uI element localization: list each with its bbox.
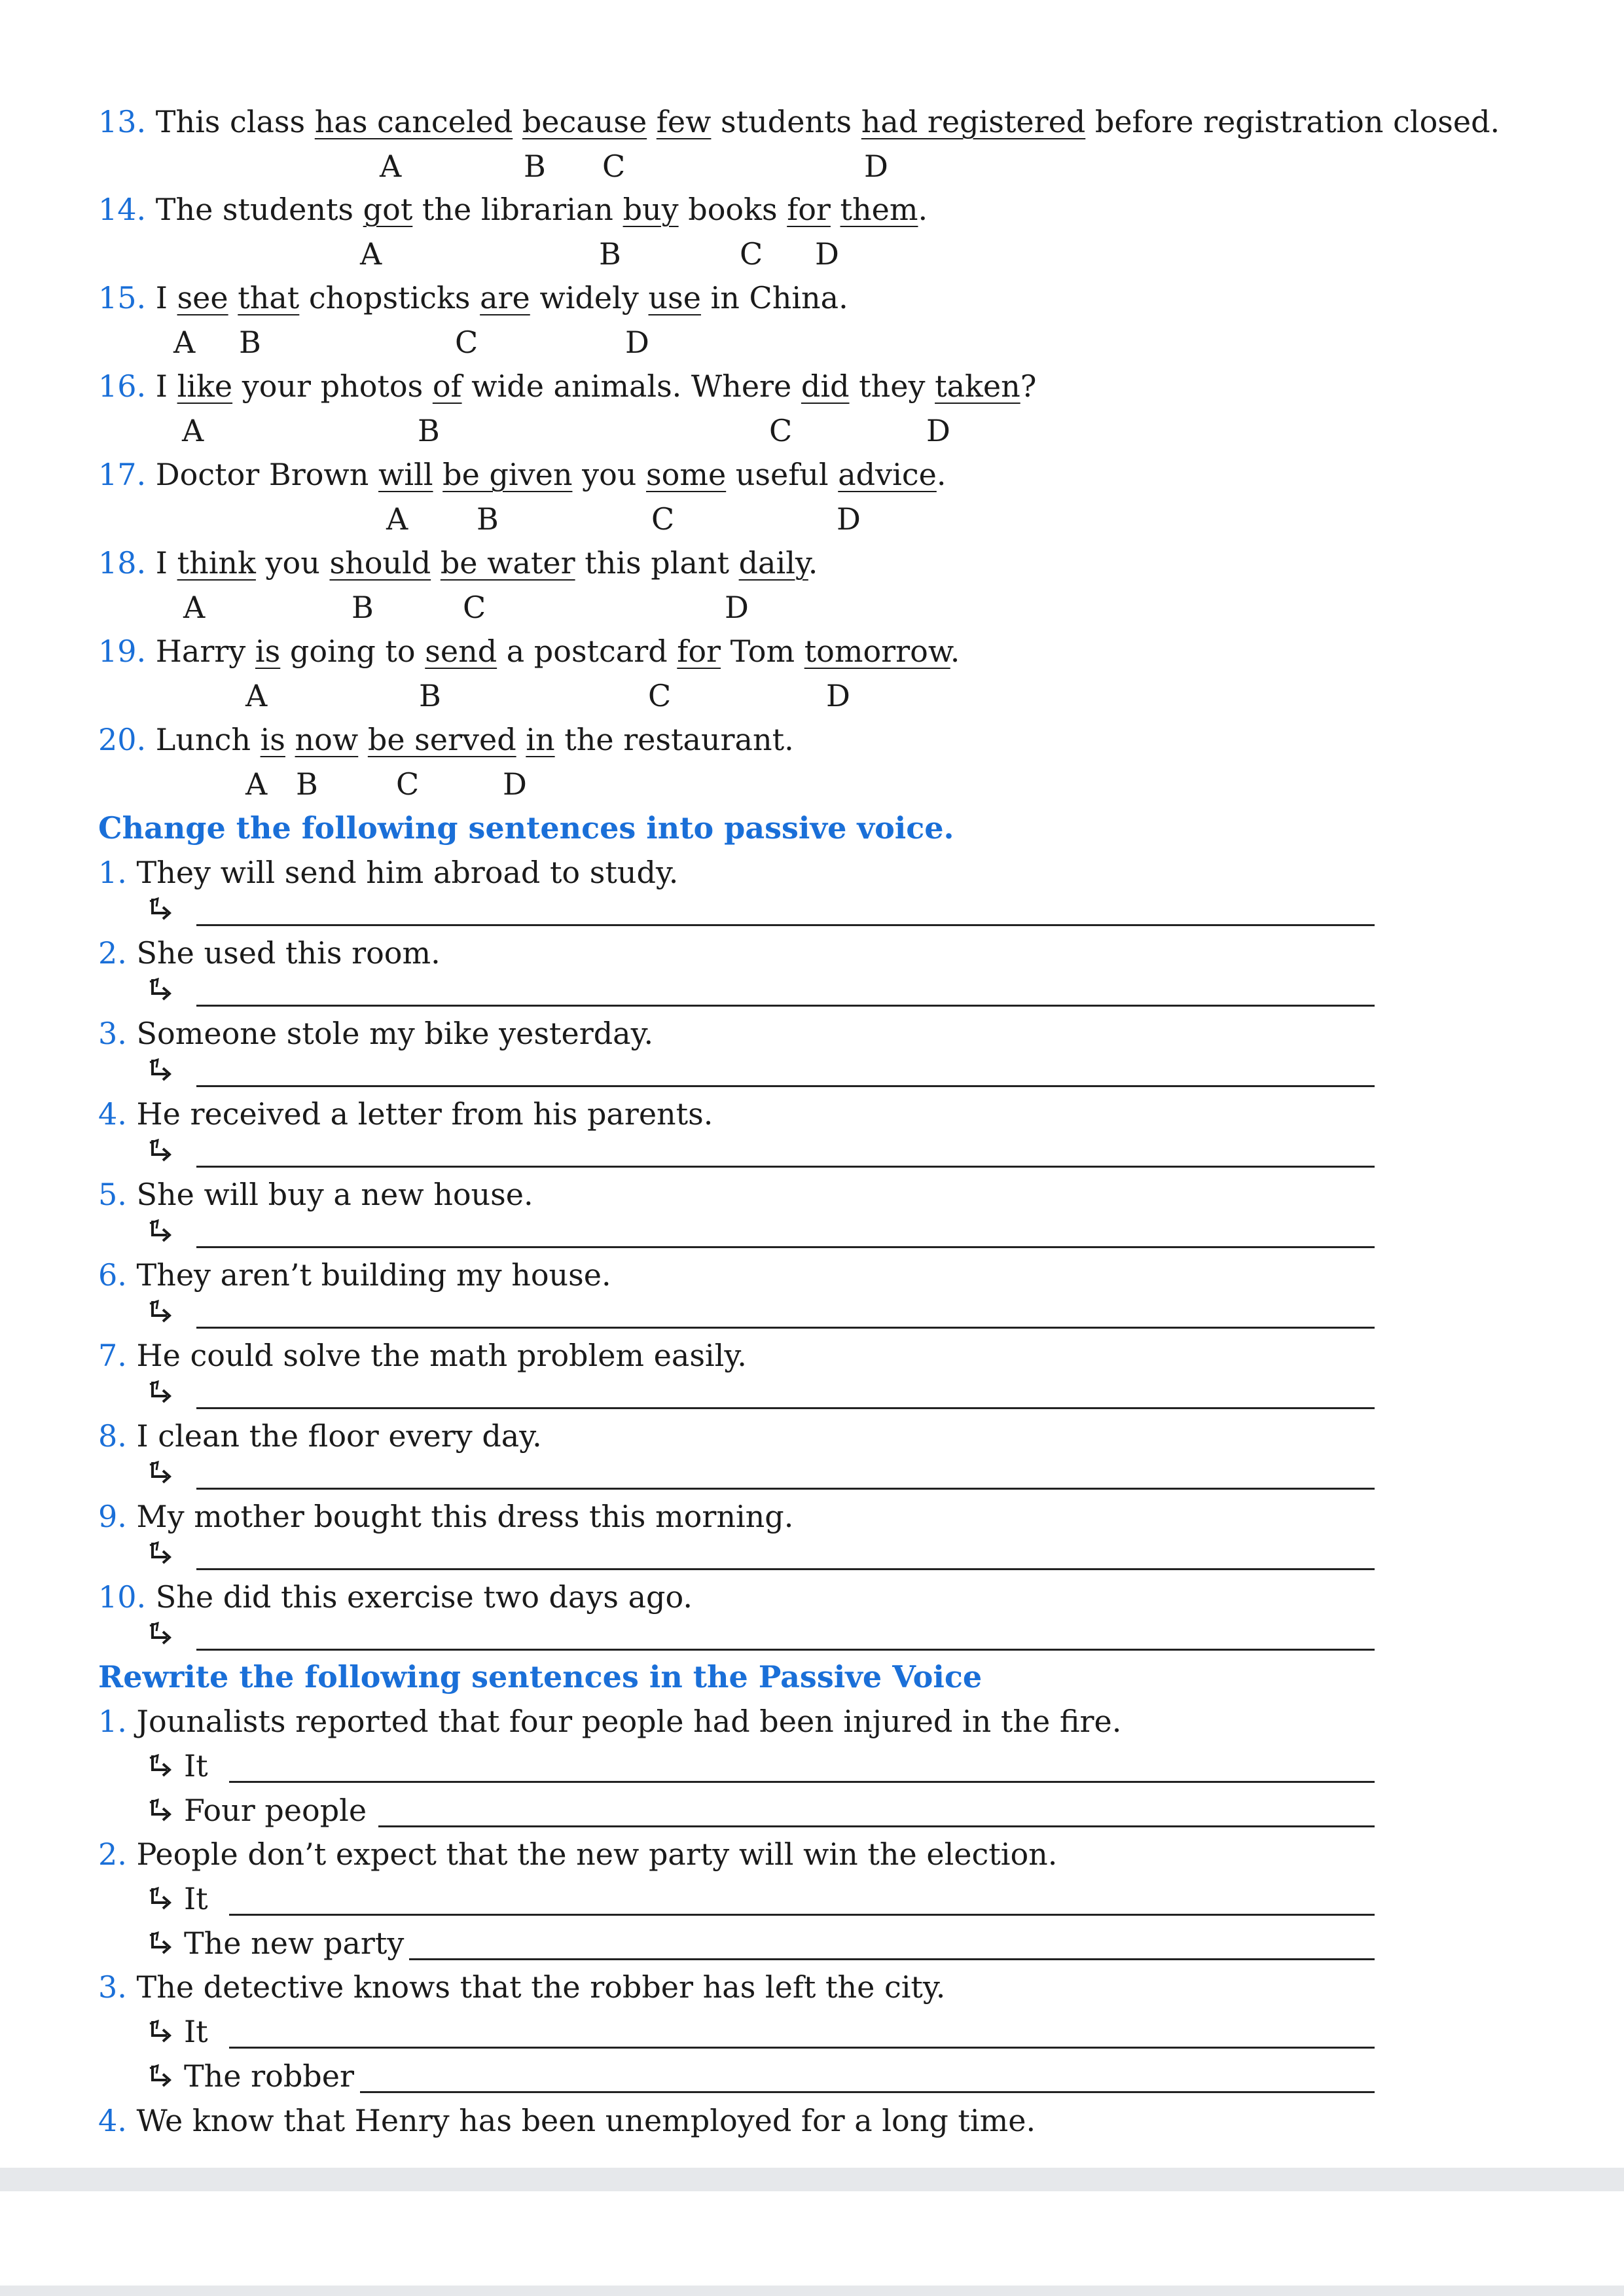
option-letter: D	[837, 501, 861, 537]
arrow-icon	[147, 1057, 176, 1086]
option-letter: B	[477, 501, 499, 537]
answer-line	[0, 970, 1624, 1009]
answer-blank[interactable]	[409, 1958, 1375, 1960]
underlined-option: be served	[367, 722, 516, 757]
question-number: 5.	[98, 1177, 127, 1212]
underlined-option: like	[177, 368, 233, 404]
arrow-icon	[147, 977, 176, 1005]
sentence-text: I	[155, 545, 177, 581]
answer-line	[0, 1131, 1624, 1170]
question-line	[98, 853, 678, 892]
question-line	[98, 1577, 693, 1617]
sentence-text: I	[155, 280, 177, 315]
option-letter: D	[503, 766, 527, 802]
sentence-text: your photos	[232, 368, 433, 404]
question-line	[98, 1835, 1057, 1874]
question-number: 14.	[98, 192, 147, 227]
sentence-text: before registration closed.	[1085, 104, 1500, 139]
underlined-option: because	[522, 104, 647, 139]
sentence-text: Jounalists reported that four people had been injured in the fire.	[136, 1704, 1122, 1739]
option-letter: A	[173, 325, 196, 360]
sentence-text: .	[808, 545, 818, 581]
sentence-text: Doctor Brown	[155, 457, 379, 492]
answer-blank[interactable]	[196, 1407, 1375, 1409]
option-letter: C	[740, 236, 763, 272]
question-number: 4.	[98, 1096, 127, 1132]
option-letter: C	[455, 325, 478, 360]
question-line	[98, 1967, 945, 2007]
sentence-text: you	[572, 457, 647, 492]
question-number: 19.	[98, 634, 147, 669]
arrow-icon	[147, 2063, 176, 2092]
question-line	[98, 2101, 1036, 2140]
option-letter: C	[602, 149, 626, 184]
sentence-text: The detective knows that the robber has left the city.	[136, 1969, 946, 2005]
sentence-text: The students	[155, 192, 363, 227]
option-letter: C	[769, 413, 793, 448]
question-number: 3.	[98, 1016, 127, 1051]
option-letter: C	[648, 678, 672, 713]
question-line	[98, 1702, 1121, 1741]
option-letter: A	[182, 413, 204, 448]
underlined-option: got	[363, 192, 413, 227]
underlined-option: advice	[838, 457, 937, 492]
answer-line	[0, 1924, 1624, 1963]
question-number: 2.	[98, 1837, 127, 1872]
option-letter: A	[245, 766, 268, 802]
question-number: 20.	[98, 722, 147, 757]
answer-blank[interactable]	[196, 1166, 1375, 1168]
question-line	[98, 1094, 713, 1134]
sentence-text: She did this exercise two days ago.	[155, 1579, 693, 1615]
question-number: 17.	[98, 457, 147, 492]
answer-line	[0, 1453, 1624, 1492]
answer-blank[interactable]	[196, 1246, 1375, 1248]
sentence-text	[228, 280, 238, 315]
underlined-option: will	[378, 457, 433, 492]
underlined-option: did	[801, 368, 850, 404]
underlined-option: see	[177, 280, 228, 315]
question-line	[98, 455, 946, 494]
option-letter: B	[239, 325, 261, 360]
underlined-option: be water	[440, 545, 575, 581]
arrow-icon	[147, 2018, 176, 2047]
underlined-option: in	[526, 722, 555, 757]
question-number: 1.	[98, 855, 127, 890]
arrow-icon	[147, 1930, 176, 1959]
option-letter: D	[815, 236, 839, 272]
option-letter: D	[864, 149, 888, 184]
option-letter: D	[725, 590, 749, 625]
option-letter: C	[396, 766, 420, 802]
section-heading: Change the following sentences into passive voice.	[98, 810, 954, 846]
sentence-text: They will send him abroad to study.	[136, 855, 679, 890]
question-line	[98, 190, 928, 229]
question-line	[98, 367, 1036, 406]
underlined-option: think	[177, 545, 256, 581]
option-letter: B	[524, 149, 546, 184]
underlined-option: is	[255, 634, 281, 669]
section-heading: Rewrite the following sentences in the Passive Voice	[98, 1659, 983, 1695]
sentence-text: widely	[530, 280, 649, 315]
sentence-text: She used this room.	[136, 935, 441, 971]
answer-line	[0, 1211, 1624, 1251]
answer-blank[interactable]	[229, 1781, 1375, 1783]
option-letter: C	[463, 590, 486, 625]
underlined-option: is	[260, 722, 285, 757]
question-number: 6.	[98, 1257, 127, 1293]
question-line	[98, 543, 818, 583]
sentence-text: He received a letter from his parents.	[136, 1096, 713, 1132]
prompt-label: Four people	[184, 1793, 367, 1828]
underlined-option: some	[646, 457, 727, 492]
prompt-label: The new party	[184, 1926, 405, 1961]
question-number: 16.	[98, 368, 147, 404]
underlined-option: now	[295, 722, 359, 757]
option-letter: D	[926, 413, 950, 448]
option-letter: B	[599, 236, 621, 272]
page-separator	[0, 2168, 1624, 2191]
sentence-text: ?	[1020, 368, 1037, 404]
answer-blank[interactable]	[196, 1327, 1375, 1329]
answer-blank[interactable]	[196, 924, 1375, 926]
question-number: 2.	[98, 935, 127, 971]
sentence-text	[433, 457, 443, 492]
arrow-icon	[147, 1797, 176, 1826]
sentence-text: Harry	[155, 634, 255, 669]
sentence-text: wide animals. Where	[461, 368, 801, 404]
sentence-text: a postcard	[497, 634, 677, 669]
answer-line	[0, 2012, 1624, 2051]
underlined-option: taken	[935, 368, 1020, 404]
answer-line	[0, 1292, 1624, 1331]
arrow-icon	[147, 1540, 176, 1569]
answer-blank[interactable]	[196, 1085, 1375, 1087]
sentence-text: This class	[155, 104, 315, 139]
sentence-text: She will buy a new house.	[136, 1177, 533, 1212]
answer-blank[interactable]	[196, 1488, 1375, 1490]
option-letter: B	[418, 413, 440, 448]
sentence-text: Tom	[721, 634, 804, 669]
underlined-option: few	[656, 104, 712, 139]
question-line	[98, 1014, 653, 1053]
question-number: 3.	[98, 1969, 127, 2005]
question-number: 4.	[98, 2103, 127, 2138]
question-line	[98, 278, 848, 317]
question-line	[98, 1416, 542, 1456]
underlined-option: had registered	[861, 104, 1086, 139]
sentence-text	[647, 104, 657, 139]
answer-line	[0, 1372, 1624, 1412]
sentence-text: People don’t expect that the new party will win the election.	[136, 1837, 1058, 1872]
next-page-area	[0, 2191, 1624, 2286]
answer-line	[0, 1879, 1624, 1918]
question-line	[98, 632, 960, 671]
option-letter: D	[826, 678, 850, 713]
underlined-option: them	[840, 192, 918, 227]
sentence-text: going to	[280, 634, 425, 669]
sentence-text: He could solve the math problem easily.	[136, 1338, 747, 1373]
sentence-text: .	[950, 634, 960, 669]
answer-line	[0, 1050, 1624, 1090]
sentence-text: Someone stole my bike yesterday.	[136, 1016, 654, 1051]
arrow-icon	[147, 896, 176, 925]
sentence-text: they	[849, 368, 935, 404]
sentence-text	[285, 722, 295, 757]
arrow-icon	[147, 1621, 176, 1649]
sentence-text	[516, 722, 526, 757]
option-letter: B	[296, 766, 318, 802]
sentence-text: My mother bought this dress this morning.	[136, 1499, 794, 1534]
prompt-label: It	[184, 1881, 208, 1916]
question-line	[98, 933, 441, 973]
underlined-option: for	[677, 634, 721, 669]
prompt-label: It	[184, 1748, 208, 1784]
sentence-text: .	[936, 457, 947, 492]
question-number: 8.	[98, 1418, 127, 1454]
question-line	[98, 1336, 747, 1375]
underlined-option: send	[425, 634, 497, 669]
answer-blank[interactable]	[378, 1825, 1375, 1827]
option-letter: D	[625, 325, 649, 360]
answer-blank[interactable]	[229, 1914, 1375, 1916]
underlined-option: that	[238, 280, 300, 315]
sentence-text: the librarian	[412, 192, 623, 227]
answer-line	[0, 1534, 1624, 1573]
question-number: 7.	[98, 1338, 127, 1373]
option-letter: A	[183, 590, 206, 625]
answer-line	[0, 889, 1624, 929]
sentence-text: in China.	[700, 280, 848, 315]
sentence-text: They aren’t building my house.	[136, 1257, 611, 1293]
question-number: 9.	[98, 1499, 127, 1534]
underlined-option: for	[787, 192, 831, 227]
underlined-option: daily	[738, 545, 808, 581]
question-number: 15.	[98, 280, 147, 315]
answer-line	[0, 2056, 1624, 2096]
question-number: 13.	[98, 104, 147, 139]
page-separator	[0, 2286, 1624, 2296]
sentence-text: Lunch	[155, 722, 261, 757]
question-line	[98, 102, 1500, 141]
answer-blank[interactable]	[229, 2047, 1375, 2049]
answer-line	[0, 1791, 1624, 1830]
question-line	[98, 1497, 793, 1536]
option-letter: A	[386, 501, 408, 537]
sentence-text: students	[711, 104, 861, 139]
question-line	[98, 1255, 611, 1295]
question-number: 18.	[98, 545, 147, 581]
sentence-text: I clean the floor every day.	[136, 1418, 542, 1454]
underlined-option: of	[432, 368, 462, 404]
prompt-label: The robber	[184, 2058, 354, 2094]
underlined-option: buy	[623, 192, 679, 227]
underlined-option: has canceled	[314, 104, 513, 139]
option-letter: A	[380, 149, 402, 184]
answer-blank[interactable]	[196, 1649, 1375, 1651]
sentence-text: books	[678, 192, 787, 227]
sentence-text: We know that Henry has been unemployed for a long time.	[136, 2103, 1036, 2138]
option-letter: A	[360, 236, 382, 272]
sentence-text	[431, 545, 441, 581]
sentence-text: you	[255, 545, 330, 581]
sentence-text: useful	[726, 457, 839, 492]
sentence-text: this plant	[575, 545, 739, 581]
answer-blank[interactable]	[360, 2091, 1375, 2093]
option-letter: C	[651, 501, 675, 537]
arrow-icon	[147, 1753, 176, 1782]
sentence-text: .	[918, 192, 928, 227]
answer-blank[interactable]	[196, 1568, 1375, 1570]
sentence-text: I	[155, 368, 177, 404]
arrow-icon	[147, 1379, 176, 1408]
arrow-icon	[147, 1218, 176, 1247]
arrow-icon	[147, 1299, 176, 1327]
sentence-text	[831, 192, 840, 227]
answer-line	[0, 1614, 1624, 1653]
sentence-text: chopsticks	[299, 280, 480, 315]
underlined-option: use	[648, 280, 701, 315]
sentence-text	[358, 722, 368, 757]
question-number: 10.	[98, 1579, 147, 1615]
question-line	[98, 1175, 533, 1214]
answer-blank[interactable]	[196, 1005, 1375, 1007]
sentence-text: the restaurant.	[554, 722, 794, 757]
question-number: 1.	[98, 1704, 127, 1739]
option-letter: B	[352, 590, 374, 625]
prompt-label: It	[184, 2014, 208, 2049]
sentence-text	[513, 104, 522, 139]
arrow-icon	[147, 1138, 176, 1166]
underlined-option: tomorrow	[804, 634, 950, 669]
underlined-option: be given	[442, 457, 573, 492]
option-letter: B	[419, 678, 441, 713]
arrow-icon	[147, 1886, 176, 1914]
answer-line	[0, 1746, 1624, 1785]
question-line	[98, 720, 794, 759]
arrow-icon	[147, 1460, 176, 1488]
option-letter: A	[245, 678, 268, 713]
underlined-option: are	[480, 280, 530, 315]
underlined-option: should	[329, 545, 431, 581]
